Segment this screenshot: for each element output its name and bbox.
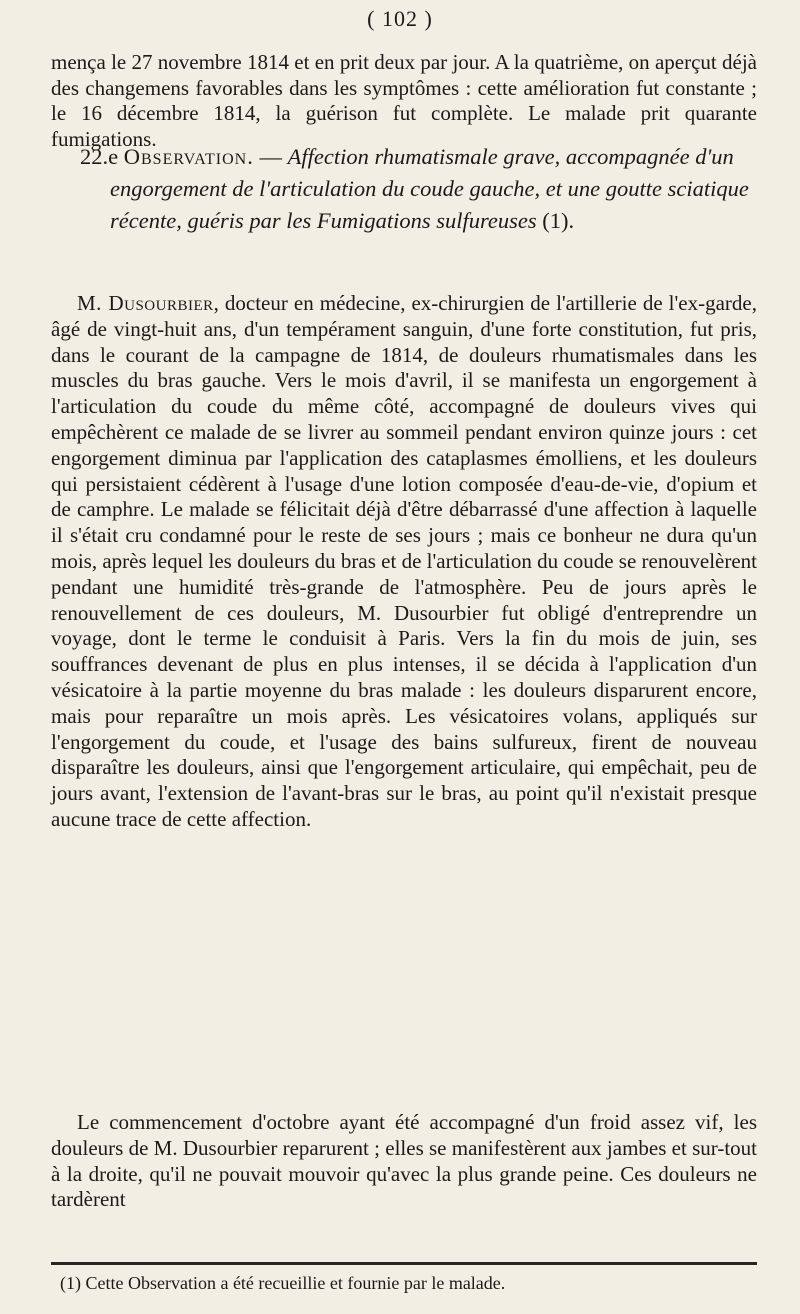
footnote: (1) Cette Observation a été recueillie et fournie par le malade. xyxy=(60,1273,506,1293)
observation-heading xyxy=(80,141,760,237)
observation-label: Observation. xyxy=(123,144,254,169)
page-number: ( 102 ) xyxy=(367,6,433,31)
body-paragraph-1-text xyxy=(51,291,757,833)
opening-paragraph xyxy=(51,50,757,152)
heading-dash: — xyxy=(253,144,288,169)
body-paragraph-1 xyxy=(51,291,757,833)
patient-name: M. Dusourbier xyxy=(77,291,214,315)
observation-number: 22.e xyxy=(80,144,119,169)
footnote-rule xyxy=(51,1262,757,1265)
body-paragraph-1-content: , docteur en médecine, ex-chirurgien de l'artillerie de l'ex-garde, âgé de vingt-huit ans, d'un tempérament sanguin, d'une forte constitution, fut pris, dans le courant de la campagne de 1814, de douleurs rhumatismales dans les muscles du bras gauche. Vers le mois d'avril, il se manifesta un engorgement à l'articulation du coude du même côté, accompagné de douleurs vives qui empêchèrent ce malade de se livrer au sommeil pendant environ quinze jours : cet engorgement diminua par l'application des cataplasmes émolliens, et les douleurs qui persistaient cédèrent à l'usage d'une lotion composée d'eau-de-vie, d'opium et de camphre. Le malade se félicitait déjà d'être débarrassé d'une affection à laquelle il s'était cru condamné pour le reste de ses jours ; mais ce bonheur ne dura qu'un mois, après lequel les douleurs du bras et de l'articulation du coude se renouvelèrent pendant une humidité très-grande de l'atmosphère. Peu de jours après le renouvellement de ces douleurs, M. Dusourbier fut obligé d'entreprendre un voyage, dont le terme le conduisit à Paris. Vers la fin du mois de juin, ses souffrances devenant de plus en plus intenses, il se décida à l'application d'un vésicatoire à la partie moyenne du bras malade : les douleurs disparurent encore, mais pour reparaître un mois après. Les vésicatoires volans, appliqués sur l'engorgement du coude, et l'usage des bains sulfureux, firent de nouveau disparaître les douleurs, ainsi que l'engorgement articulaire, qui empêchait, peu de jours avant, l'extension de l'avant-bras sur le bras, au point qu'il n'existait presque aucune trace de cette affection. xyxy=(51,291,757,831)
footnote-reference: (1). xyxy=(536,208,575,233)
body-paragraph-2 xyxy=(51,1110,757,1213)
body-paragraph-2-text: Le commencement d'octobre ayant été accompagné d'un froid assez vif, les douleurs de M. Dusourbier reparurent ; elles se manifestèrent aux jambes et sur-tout à la droite, qu'il ne pouvait mouvoir qu'avec la plus grande peine. Ces douleurs ne tardèrent xyxy=(51,1110,757,1212)
observation-title: Affection rhumatismale grave, accompagnée d'un engorgement de l'articulation du coude gauche, et une goutte sciatique récente, guéris par les Fumigations sulfureuses xyxy=(110,144,749,233)
opening-paragraph-text: mença le 27 novembre 1814 et en prit deux par jour. A la quatrième, on aperçut déjà des changemens favorables dans les symptômes : cette amélioration fut constante ; le 16 décembre 1814, la guérison fut complète. Le malade prit quarante fumigations. xyxy=(51,50,757,151)
